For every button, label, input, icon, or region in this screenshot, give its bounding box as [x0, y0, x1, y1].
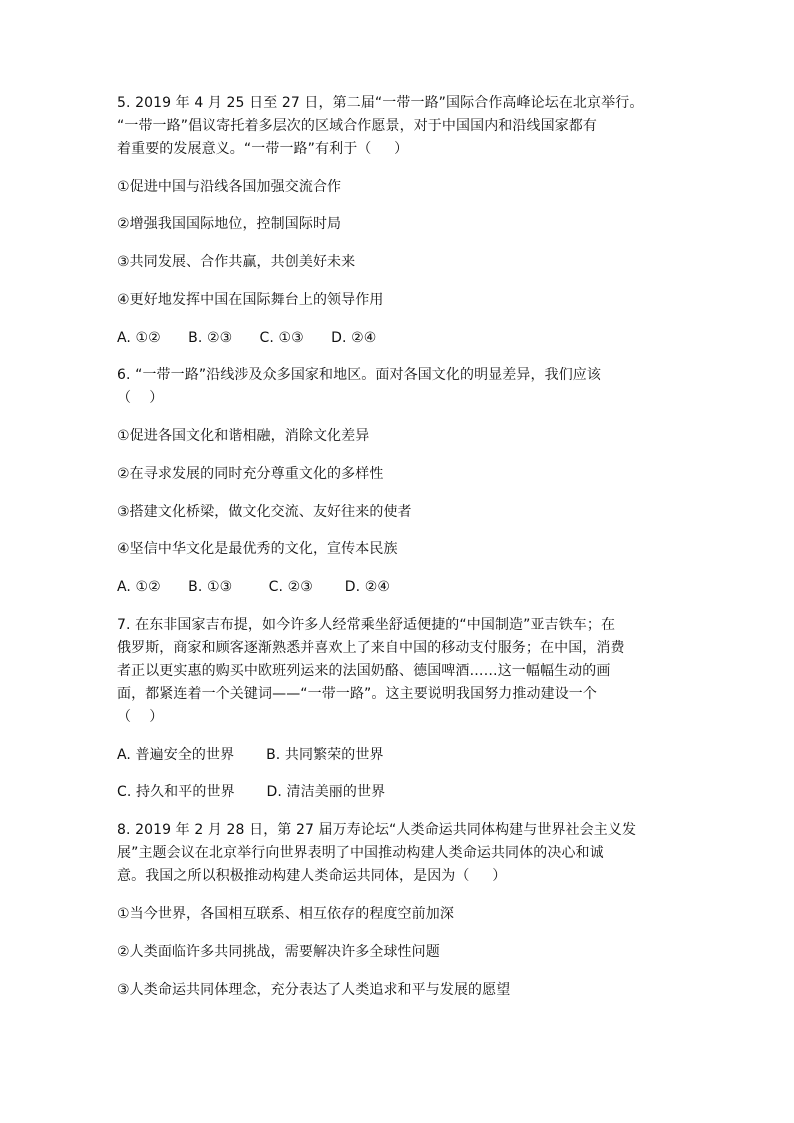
question-5-stem-line-1: 5. 2019 年 4 月 25 日至 27 日，第二届“一带一路”国际合作高峰论坛在北京举行。	[117, 95, 644, 111]
question-5-statement-4: ④更好地发挥中国在国际舞台上的领导作用	[117, 292, 384, 308]
question-6-options: A. ①② B. ①③ C. ②③ D. ②④	[117, 579, 391, 595]
question-6-statement-4: ④坚信中华文化是最优秀的文化，宣传本民族	[117, 541, 398, 557]
question-8-stem-line-2: 展”主题会议在北京举行向世界表明了中国推动构建人类命运共同体的决心和诚	[117, 845, 604, 861]
question-8-statement-1: ①当今世界，各国相互联系、相互依存的程度空前加深	[117, 906, 454, 922]
question-6-statement-3: ③搭建文化桥梁，做文化交流、友好往来的使者	[117, 504, 412, 520]
question-5-stem-line-3: 着重要的发展意义。“一带一路”有利于（ ）	[117, 141, 409, 157]
question-7-stem-line-2: 俄罗斯，商家和顾客逐渐熟悉并喜欢上了来自中国的移动支付服务；在中国，消费	[117, 640, 625, 656]
question-8-statement-2: ②人类面临许多共同挑战，需要解决许多全球性问题	[117, 944, 440, 960]
question-5-statement-3: ③共同发展、合作共赢，共创美好未来	[117, 254, 356, 270]
question-7-options-line-1: A. 普遍安全的世界 B. 共同繁荣的世界	[117, 747, 384, 763]
question-7-options-line-2: C. 持久和平的世界 D. 清洁美丽的世界	[117, 784, 386, 800]
question-6-stem-line-1: 6. “一带一路”沿线涉及众多国家和地区。面对各国文化的明显差异，我们应该	[117, 367, 602, 383]
question-6-statement-2: ②在寻求发展的同时充分尊重文化的多样性	[117, 466, 384, 482]
question-7-stem-line-4: 面，都紧连着一个关键词——“一带一路”。这主要说明我国努力推动建设一个	[117, 686, 598, 702]
question-5-statement-1: ①促进中国与沿线各国加强交流合作	[117, 179, 342, 195]
question-8-stem-line-1: 8. 2019 年 2 月 28 日，第 27 届万寿论坛“人类命运共同体构建与世界社会主义发	[117, 822, 637, 838]
question-5-stem-line-2: “一带一路”倡议寄托着多层次的区域合作愿景，对于中国国内和沿线国家都有	[117, 118, 598, 134]
question-6-stem-line-2: （ ）	[117, 390, 164, 406]
question-7-stem-line-3: 者正以更实惠的购买中欧班列运来的法国奶酪、德国啤酒……这一幅幅生动的画	[117, 663, 611, 679]
question-6-statement-1: ①促进各国文化和谐相融，消除文化差异	[117, 428, 370, 444]
question-8-statement-3: ③人类命运共同体理念，充分表达了人类追求和平与发展的愿望	[117, 982, 511, 998]
question-5-options: A. ①② B. ②③ C. ①③ D. ②④	[117, 330, 377, 346]
question-7-stem-line-5: （ ）	[117, 709, 164, 725]
question-7-stem-line-1: 7. 在东非国家吉布提，如今许多人经常乘坐舒适便捷的“中国制造”亚吉铁车；在	[117, 617, 616, 633]
question-5-statement-2: ②增强我国国际地位，控制国际时局	[117, 216, 342, 232]
question-8-stem-line-3: 意。我国之所以积极推动构建人类命运共同体，是因为（ ）	[117, 868, 507, 884]
